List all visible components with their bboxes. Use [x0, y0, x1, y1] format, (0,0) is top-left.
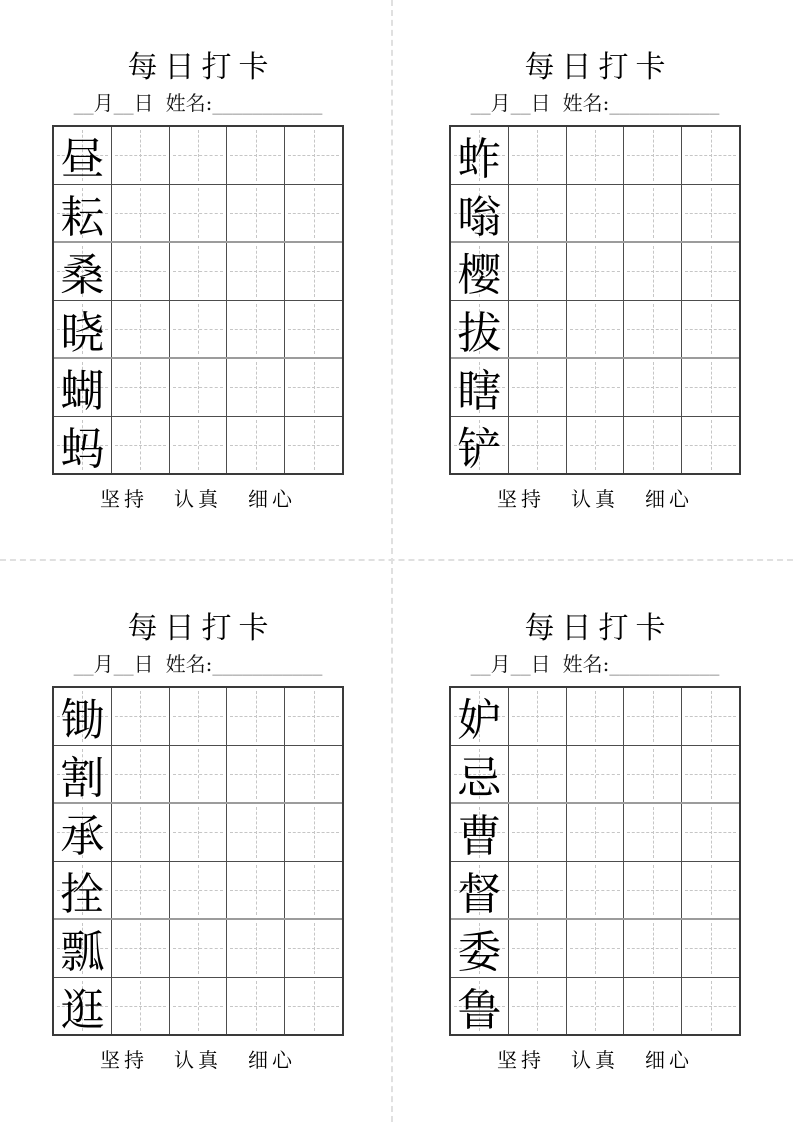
practice-cell: [227, 301, 285, 358]
practice-cell: [567, 127, 625, 184]
day-blank: __: [510, 91, 531, 115]
model-character-cell: [451, 417, 509, 474]
practice-cell: [567, 920, 625, 977]
model-character: 割: [60, 752, 105, 804]
practice-cell: [682, 417, 739, 474]
practice-cell: [227, 185, 285, 242]
model-character: 铲: [457, 423, 502, 475]
practice-row: [451, 804, 739, 862]
month-label: 月: [490, 91, 511, 115]
model-character-cell: [54, 978, 112, 1035]
day-blank: __: [510, 652, 531, 676]
practice-cell: [170, 688, 228, 745]
model-character: 督: [457, 868, 502, 920]
practice-cell: [509, 127, 567, 184]
day-blank: __: [113, 652, 134, 676]
practice-cell: [112, 804, 170, 861]
model-character: 曹: [457, 811, 502, 863]
practice-row: [54, 359, 342, 417]
practice-cell: [509, 301, 567, 358]
model-character-cell: [54, 920, 112, 977]
card-title: 每日打卡: [127, 50, 276, 85]
model-character-cell: [451, 243, 509, 300]
practice-cell: [170, 920, 228, 977]
practice-cell: [567, 185, 625, 242]
practice-cell: [624, 862, 682, 919]
model-character-cell: [451, 920, 509, 977]
model-character-cell: [54, 185, 112, 242]
practice-cell: [509, 688, 567, 745]
practice-row: [451, 359, 739, 417]
practice-row: [54, 978, 342, 1035]
worksheet-card-top-left: [0, 0, 396, 561]
month-blank: __: [73, 652, 94, 676]
practice-cell: [682, 185, 739, 242]
model-character: 耘: [60, 191, 105, 243]
practice-cell: [285, 804, 342, 861]
motto-word: 认真: [174, 487, 222, 511]
model-character: 樱: [457, 250, 502, 302]
model-character: 蚂: [60, 423, 105, 475]
practice-row: [54, 920, 342, 978]
practice-cell: [567, 243, 625, 300]
practice-cell: [112, 978, 170, 1035]
date-name-line: [471, 651, 720, 677]
practice-cell: [112, 920, 170, 977]
practice-cell: [285, 417, 342, 474]
practice-grid: [52, 125, 344, 475]
model-character: 昼: [60, 134, 105, 186]
practice-row: [54, 862, 342, 921]
model-character: 嗡: [457, 191, 502, 243]
model-character: 拔: [457, 307, 502, 359]
card-title: 每日打卡: [524, 611, 673, 646]
practice-cell: [112, 243, 170, 300]
practice-cell: [285, 978, 342, 1035]
motto-word: 认真: [174, 1048, 222, 1072]
practice-cell: [227, 127, 285, 184]
practice-cell: [509, 417, 567, 474]
practice-cell: [682, 746, 739, 803]
name-label: 姓名:: [562, 91, 610, 115]
practice-row: [451, 417, 739, 474]
practice-cell: [624, 127, 682, 184]
practice-row: [451, 688, 739, 746]
practice-row: [54, 243, 342, 301]
practice-cell: [682, 301, 739, 358]
model-character-cell: [54, 127, 112, 184]
practice-cell: [170, 127, 228, 184]
practice-row: [54, 417, 342, 474]
day-label: 日: [133, 91, 154, 115]
practice-cell: [170, 359, 228, 416]
practice-cell: [285, 688, 342, 745]
practice-cell: [112, 359, 170, 416]
practice-cell: [624, 804, 682, 861]
practice-cell: [170, 243, 228, 300]
name-blank: ___________: [609, 652, 720, 676]
practice-cell: [682, 862, 739, 919]
model-character-cell: [451, 746, 509, 803]
month-label: 月: [93, 652, 114, 676]
practice-cell: [567, 862, 625, 919]
practice-cell: [624, 920, 682, 977]
practice-cell: [227, 862, 285, 919]
practice-row: [54, 301, 342, 360]
practice-grid: [52, 686, 344, 1036]
practice-cell: [227, 688, 285, 745]
practice-cell: [567, 804, 625, 861]
date-name-line: [74, 651, 323, 677]
practice-cell: [509, 359, 567, 416]
practice-cell: [285, 862, 342, 919]
practice-row: [451, 978, 739, 1035]
name-blank: ___________: [212, 652, 323, 676]
practice-cell: [227, 804, 285, 861]
model-character: 蝴: [60, 366, 105, 418]
model-character-cell: [451, 688, 509, 745]
practice-cell: [227, 978, 285, 1035]
model-character-cell: [451, 127, 509, 184]
model-character-cell: [54, 243, 112, 300]
model-character: 蚱: [457, 134, 502, 186]
month-label: 月: [490, 652, 511, 676]
practice-cell: [170, 301, 228, 358]
practice-row: [451, 127, 739, 185]
name-blank: ___________: [609, 91, 720, 115]
practice-cell: [112, 185, 170, 242]
practice-cell: [227, 746, 285, 803]
practice-cell: [170, 417, 228, 474]
motto-word: 认真: [571, 487, 619, 511]
name-label: 姓名:: [165, 652, 213, 676]
practice-cell: [170, 185, 228, 242]
practice-cell: [509, 862, 567, 919]
day-label: 日: [530, 652, 551, 676]
practice-cell: [285, 301, 342, 358]
practice-cell: [682, 978, 739, 1035]
name-label: 姓名:: [165, 91, 213, 115]
motto-word: 细心: [248, 487, 296, 511]
practice-cell: [682, 688, 739, 745]
worksheet-card-bottom-right: [397, 561, 793, 1122]
practice-cell: [285, 127, 342, 184]
model-character: 桑: [60, 250, 105, 302]
practice-cell: [112, 862, 170, 919]
motto-word: 细心: [645, 1048, 693, 1072]
model-character: 晓: [60, 307, 105, 359]
practice-cell: [567, 301, 625, 358]
practice-cell: [567, 746, 625, 803]
practice-cell: [170, 862, 228, 919]
motto-word: 坚持: [497, 487, 545, 511]
practice-cell: [624, 243, 682, 300]
model-character: 瞎: [457, 366, 502, 418]
practice-cell: [567, 417, 625, 474]
practice-cell: [682, 359, 739, 416]
practice-grid: [449, 686, 741, 1036]
practice-row: [54, 746, 342, 805]
practice-row: [451, 746, 739, 805]
model-character-cell: [54, 688, 112, 745]
motto-word: 坚持: [497, 1048, 545, 1072]
model-character: 瓢: [60, 927, 105, 979]
model-character-cell: [451, 359, 509, 416]
practice-cell: [285, 243, 342, 300]
practice-row: [451, 243, 739, 301]
model-character-cell: [54, 417, 112, 474]
practice-cell: [682, 243, 739, 300]
practice-cell: [624, 417, 682, 474]
name-blank: ___________: [212, 91, 323, 115]
card-title: 每日打卡: [524, 50, 673, 85]
motto-word: 坚持: [100, 1048, 148, 1072]
practice-cell: [227, 243, 285, 300]
month-blank: __: [73, 91, 94, 115]
model-character: 锄: [60, 695, 105, 747]
model-character-cell: [54, 301, 112, 358]
practice-cell: [509, 804, 567, 861]
practice-cell: [624, 978, 682, 1035]
month-blank: __: [470, 652, 491, 676]
date-name-line: [74, 90, 323, 116]
practice-cell: [624, 301, 682, 358]
day-label: 日: [530, 91, 551, 115]
model-character-cell: [451, 804, 509, 861]
practice-cell: [112, 746, 170, 803]
practice-row: [451, 862, 739, 921]
motto-word: 细心: [645, 487, 693, 511]
practice-cell: [682, 804, 739, 861]
day-label: 日: [133, 652, 154, 676]
motto-line: [87, 1047, 309, 1073]
practice-cell: [567, 978, 625, 1035]
practice-cell: [227, 359, 285, 416]
model-character-cell: [54, 862, 112, 919]
model-character: 妒: [457, 695, 502, 747]
practice-cell: [682, 920, 739, 977]
day-blank: __: [113, 91, 134, 115]
practice-row: [54, 804, 342, 862]
model-character: 鲁: [457, 984, 502, 1036]
practice-row: [54, 185, 342, 244]
motto-line: [484, 486, 706, 512]
worksheet-card-bottom-left: [0, 561, 396, 1122]
practice-row: [54, 688, 342, 746]
practice-row: [54, 127, 342, 185]
practice-cell: [509, 920, 567, 977]
practice-cell: [170, 804, 228, 861]
practice-cell: [682, 127, 739, 184]
practice-cell: [112, 417, 170, 474]
practice-cell: [112, 127, 170, 184]
practice-cell: [509, 243, 567, 300]
practice-cell: [112, 301, 170, 358]
practice-grid: [449, 125, 741, 475]
practice-cell: [509, 746, 567, 803]
practice-row: [451, 920, 739, 978]
practice-cell: [227, 417, 285, 474]
practice-cell: [624, 359, 682, 416]
motto-word: 细心: [248, 1048, 296, 1072]
practice-row: [451, 185, 739, 244]
practice-cell: [567, 359, 625, 416]
practice-cell: [624, 746, 682, 803]
practice-cell: [285, 359, 342, 416]
month-blank: __: [470, 91, 491, 115]
model-character: 忌: [457, 752, 502, 804]
practice-cell: [285, 920, 342, 977]
card-title: 每日打卡: [127, 611, 276, 646]
model-character: 委: [457, 927, 502, 979]
practice-cell: [509, 185, 567, 242]
practice-cell: [567, 688, 625, 745]
model-character-cell: [54, 804, 112, 861]
practice-row: [451, 301, 739, 360]
practice-cell: [170, 978, 228, 1035]
name-label: 姓名:: [562, 652, 610, 676]
model-character-cell: [54, 746, 112, 803]
model-character-cell: [451, 185, 509, 242]
model-character-cell: [451, 978, 509, 1035]
practice-cell: [227, 920, 285, 977]
practice-cell: [624, 688, 682, 745]
motto-line: [87, 486, 309, 512]
model-character: 承: [60, 811, 105, 863]
practice-cell: [285, 185, 342, 242]
date-name-line: [471, 90, 720, 116]
model-character-cell: [54, 359, 112, 416]
motto-word: 认真: [571, 1048, 619, 1072]
month-label: 月: [93, 91, 114, 115]
practice-cell: [285, 746, 342, 803]
motto-line: [484, 1047, 706, 1073]
practice-cell: [170, 746, 228, 803]
model-character: 拴: [60, 868, 105, 920]
model-character: 逛: [60, 984, 105, 1036]
model-character-cell: [451, 301, 509, 358]
practice-cell: [624, 185, 682, 242]
motto-word: 坚持: [100, 487, 148, 511]
practice-cell: [112, 688, 170, 745]
model-character-cell: [451, 862, 509, 919]
worksheet-card-top-right: [397, 0, 793, 561]
practice-cell: [509, 978, 567, 1035]
